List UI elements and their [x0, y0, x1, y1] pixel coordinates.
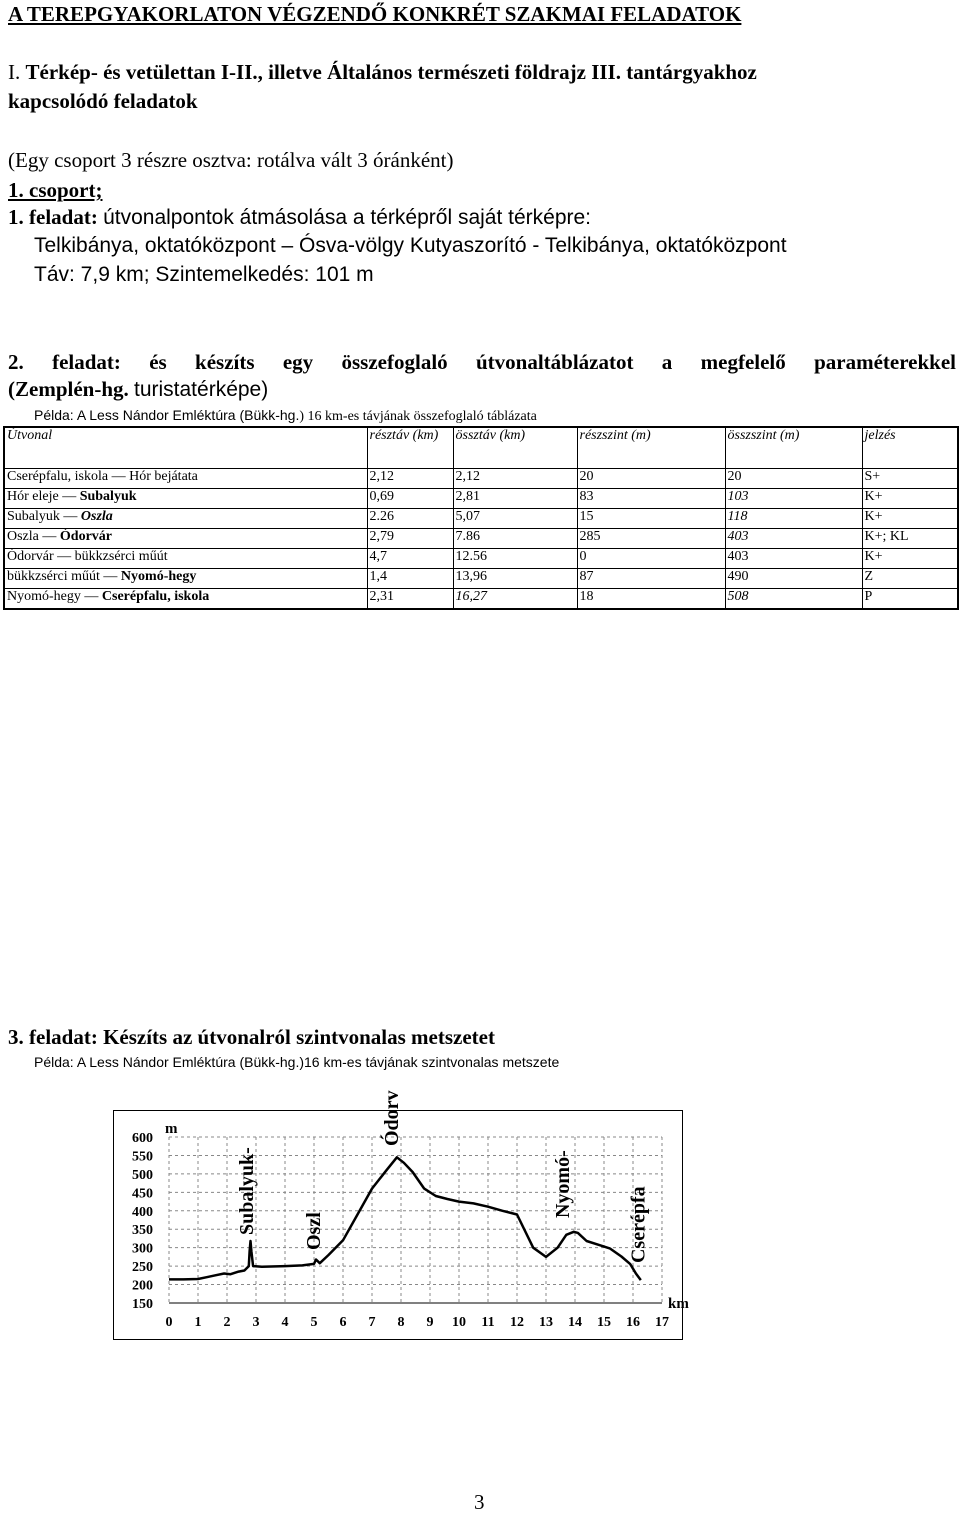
- col-header-mark: jelzés: [862, 427, 958, 469]
- totalrise-cell: 490: [725, 569, 862, 589]
- part-cell: 2,79: [367, 529, 453, 549]
- totalrise-cell: 20: [725, 469, 862, 489]
- task1-route: Telkibánya, oktatóközpont – Ósva-völgy Kutyaszorító - Telkibánya, oktatóközpont: [34, 234, 787, 257]
- route-cell: Nyomó-hegy — Cserépfalu, iskola: [4, 589, 367, 610]
- task2-label: 2. feladat:: [8, 350, 121, 374]
- total-cell: 13,96: [453, 569, 577, 589]
- task2-example-serif: ) 16 km-es távjának összefoglaló táblázata: [299, 409, 537, 424]
- route-from: Ódorvár: [7, 549, 54, 564]
- col-header-part: résztáv (km): [367, 427, 453, 469]
- task2-example-plain: Példa: A Less Nándor Emléktúra (Bükk-hg.: [34, 407, 300, 423]
- total-cell: 5,07: [453, 509, 577, 529]
- route-cell: bükkzsérci műút — Nyomó-hegy: [4, 569, 367, 589]
- route-cell: Cserépfalu, iskola — Hór bejátata: [4, 469, 367, 489]
- peak-label: Oszl: [302, 1212, 325, 1250]
- part-cell: 2.26: [367, 509, 453, 529]
- chart-tick-labels: [132, 1121, 689, 1330]
- x-tick-label: 5: [310, 1315, 318, 1330]
- rise-cell: 20: [577, 469, 725, 489]
- x-tick-label: 3: [252, 1315, 260, 1330]
- route-cell: Subalyuk — Oszla: [4, 509, 367, 529]
- rise-cell: 87: [577, 569, 725, 589]
- route-to: Oszla: [80, 509, 113, 524]
- x-axis-label: km: [668, 1296, 689, 1312]
- x-tick-label: 8: [397, 1315, 405, 1330]
- group-label: 1. csoport;: [8, 178, 103, 202]
- part-cell: 4,7: [367, 549, 453, 569]
- task2-text: és készíts egy összefoglaló útvonaltáblázatot a megfelelő paraméterekkel: [149, 350, 956, 374]
- route-to: Subalyuk: [79, 489, 137, 504]
- route-from: Cserépfalu, iskola: [7, 469, 109, 484]
- route-from: Hór eleje: [7, 489, 59, 504]
- peak-label: Nyomó-: [552, 1150, 575, 1218]
- x-tick-label: 0: [165, 1315, 173, 1330]
- route-cell: Hór eleje — Subalyuk: [4, 489, 367, 509]
- route-from: Subalyuk: [7, 509, 60, 524]
- x-tick-label: 11: [481, 1315, 495, 1330]
- total-cell: 12.56: [453, 549, 577, 569]
- mark-cell: K+; KL: [862, 529, 958, 549]
- part-cell: 1,4: [367, 569, 453, 589]
- x-tick-label: 10: [452, 1315, 466, 1330]
- peak-label: Cserépfa: [627, 1186, 650, 1263]
- x-tick-label: 9: [426, 1315, 434, 1330]
- task1-label: 1. feladat:: [8, 205, 98, 229]
- x-tick-label: 2: [223, 1315, 231, 1330]
- totalrise-cell: 403: [725, 549, 862, 569]
- rise-cell: 285: [577, 529, 725, 549]
- section1-line2: kapcsolódó feladatok: [8, 89, 198, 113]
- task3-title: 3. feladat: Készíts az útvonalról szintvonalas metszetet: [8, 1025, 495, 1049]
- route-to: Cserépfalu, iskola: [101, 589, 210, 604]
- y-tick-label: 500: [132, 1167, 153, 1183]
- task3-example: Példa: A Less Nándor Emléktúra (Bükk-hg.)16 km-es távjának szintvonalas metszete: [34, 1054, 560, 1070]
- route-to: Ódorvár: [59, 529, 112, 544]
- x-tick-label: 4: [281, 1315, 289, 1330]
- x-tick-label: 6: [339, 1315, 347, 1330]
- mark-cell: K+: [862, 549, 958, 569]
- y-tick-label: 600: [132, 1131, 153, 1146]
- section1-prefix: I.: [8, 60, 21, 84]
- route-cell: Ódorvár — bükkzsérci műút: [4, 549, 367, 569]
- x-tick-label: 17: [655, 1315, 669, 1330]
- x-tick-label: 13: [539, 1315, 553, 1330]
- task2-sub-bold: (Zemplén-hg.: [8, 377, 129, 401]
- route-to: Nyomó-hegy: [120, 569, 197, 584]
- part-cell: 0,69: [367, 489, 453, 509]
- rise-cell: 83: [577, 489, 725, 509]
- y-axis-label: m: [165, 1121, 178, 1137]
- col-header-totalrise: összszint (m): [725, 427, 862, 469]
- totalrise-cell: 403: [725, 529, 862, 549]
- part-cell: 2,12: [367, 469, 453, 489]
- y-tick-label: 300: [132, 1241, 153, 1257]
- route-from: Nyomó-hegy: [7, 589, 81, 604]
- mark-cell: S+: [862, 469, 958, 489]
- y-tick-label: 450: [132, 1186, 153, 1202]
- x-tick-label: 16: [626, 1315, 640, 1330]
- x-tick-label: 15: [597, 1315, 611, 1330]
- y-tick-label: 550: [132, 1149, 153, 1165]
- peak-label: Subalyuk-: [236, 1147, 259, 1235]
- group-note: (Egy csoport 3 részre osztva: rotálva vált 3 óránként): [8, 148, 454, 172]
- x-tick-label: 1: [194, 1315, 202, 1330]
- rise-cell: 15: [577, 509, 725, 529]
- y-tick-label: 250: [132, 1260, 153, 1276]
- mark-cell: P: [862, 589, 958, 610]
- x-tick-label: 7: [368, 1315, 376, 1330]
- total-cell: 2,81: [453, 489, 577, 509]
- y-tick-label: 400: [132, 1204, 153, 1220]
- col-header-total: össztáv (km): [453, 427, 577, 469]
- mark-cell: Z: [862, 569, 958, 589]
- rise-cell: 18: [577, 589, 725, 610]
- y-tick-label: 150: [132, 1297, 153, 1312]
- section1-line1: Térkép- és vetülettan I-II., illetve Általános természeti földrajz III. tantárgyakhoz: [25, 60, 757, 84]
- route-to: bükkzsérci műút: [74, 549, 168, 564]
- totalrise-cell: 508: [725, 589, 862, 610]
- part-cell: 2,31: [367, 589, 453, 610]
- y-tick-label: 200: [132, 1278, 153, 1294]
- x-tick-label: 14: [568, 1315, 582, 1330]
- task1-text: útvonalpontok átmásolása a térképről saját térképre:: [103, 206, 592, 229]
- peak-label: Ódorv: [381, 1090, 404, 1146]
- rise-cell: 0: [577, 549, 725, 569]
- total-cell: 7.86: [453, 529, 577, 549]
- total-cell: 2,12: [453, 469, 577, 489]
- route-cell: Oszla — Ódorvár: [4, 529, 367, 549]
- route-from: bükkzsérci műút: [7, 569, 100, 584]
- task2-sub-rest: turistatérképe): [134, 378, 269, 401]
- route-to: Hór bejátata: [129, 469, 198, 484]
- page-heading: A TEREPGYAKORLATON VÉGZENDŐ KONKRÉT SZAKMAI FELADATOK: [8, 2, 742, 26]
- y-tick-label: 350: [132, 1223, 153, 1239]
- col-header-rise: részszint (m): [577, 427, 725, 469]
- route-from: Oszla: [7, 529, 39, 544]
- totalrise-cell: 103: [725, 489, 862, 509]
- mark-cell: K+: [862, 489, 958, 509]
- mark-cell: K+: [862, 509, 958, 529]
- x-tick-label: 12: [510, 1315, 524, 1330]
- chart-annotations: [236, 1090, 649, 1263]
- page-number: 3: [474, 1490, 485, 1514]
- total-cell: 16,27: [453, 589, 577, 610]
- totalrise-cell: 118: [725, 509, 862, 529]
- col-header-route: Útvonal: [4, 427, 367, 469]
- task1-distance: Táv: 7,9 km; Szintemelkedés: 101 m: [34, 263, 374, 286]
